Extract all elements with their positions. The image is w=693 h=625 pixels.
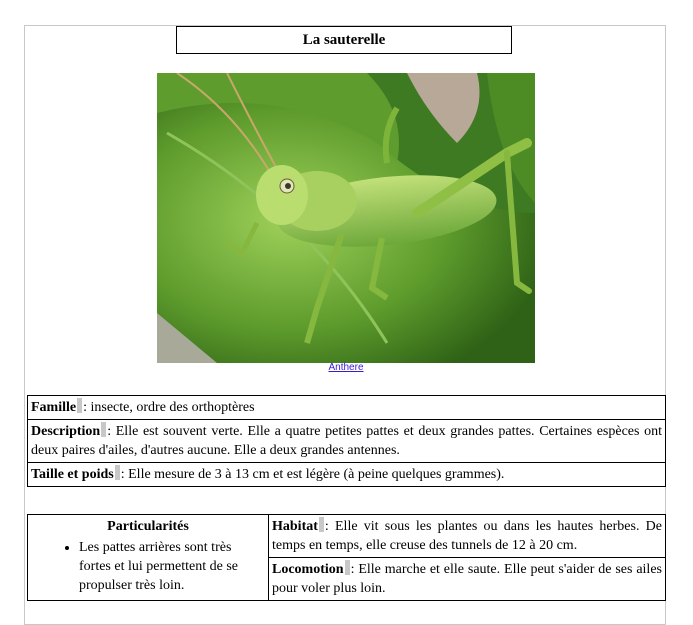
info-table [27, 395, 666, 487]
locomotion-label: Locomotion [272, 562, 344, 577]
description-row [28, 420, 666, 463]
taille-text: : Elle mesure de 3 à 13 cm et est légère (à peine quelques grammes). [120, 467, 505, 482]
particularites-list [31, 538, 265, 595]
page-title: La sauterelle [176, 26, 512, 54]
particularites-title: Particularités [107, 519, 189, 534]
highlight-mark [77, 398, 82, 413]
photo-credit-link[interactable]: Anthere [328, 362, 364, 373]
document-page [24, 25, 666, 625]
habitat-cell [269, 515, 666, 558]
taille-row [28, 463, 666, 487]
particularites-cell [28, 515, 269, 601]
highlight-mark [115, 465, 120, 480]
grasshopper-photo [157, 73, 535, 363]
famille-row [28, 396, 666, 420]
taille-label: Taille et poids [31, 467, 114, 482]
photo-credit[interactable] [25, 362, 667, 373]
grasshopper-illustration [157, 73, 535, 363]
locomotion-cell [269, 558, 666, 601]
details-table [27, 514, 666, 601]
description-label: Description [31, 424, 101, 439]
habitat-label: Habitat [272, 519, 318, 534]
list-item: • Les pattes arrières sont très fortes et lui permettent de se propulser très loin. [79, 538, 265, 595]
highlight-mark [319, 517, 324, 532]
locomotion-text: : Elle marche et elle saute. Elle peut s'aider de ses ailes pour voler plus loin. [272, 562, 662, 596]
habitat-text: : Elle vit sous les plantes ou dans les hautes herbes. De temps en temps, elle creuse des tunnels de 12 à 20 cm. [272, 519, 662, 553]
famille-text: : insecte, ordre des orthoptères [83, 400, 255, 415]
famille-label: Famille [31, 400, 77, 415]
description-text: : Elle est souvent verte. Elle a quatre petites pattes et deux grandes pattes. Certaines espèces ont deux paires d'ailes, d'autres aucune. Elle a deux grandes antennes. [31, 424, 662, 458]
highlight-mark [345, 560, 350, 575]
highlight-mark [101, 422, 106, 437]
